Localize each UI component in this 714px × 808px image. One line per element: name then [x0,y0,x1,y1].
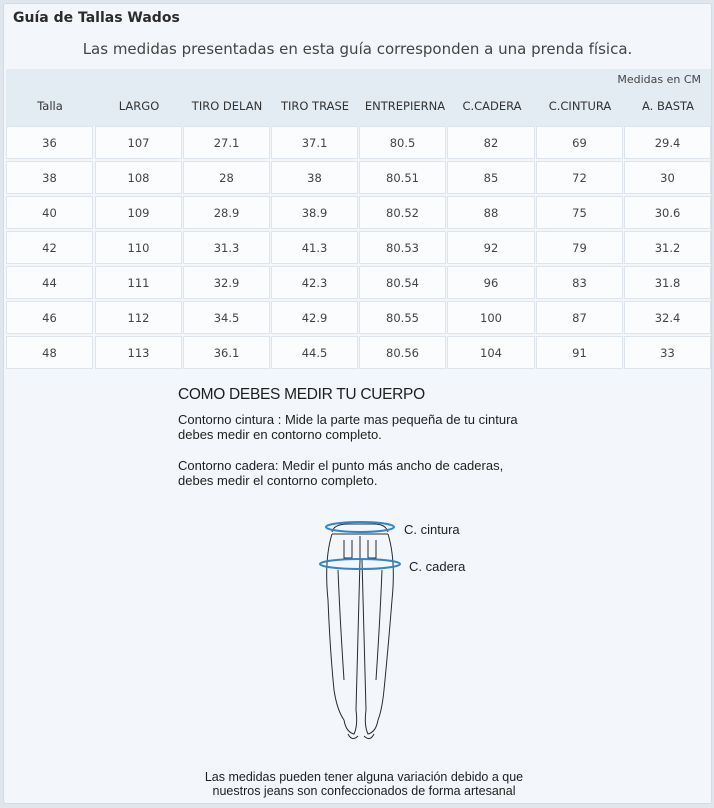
table-cell: 111 [95,266,182,299]
table-cell: 92 [447,231,535,264]
jeans-figure-illustration [304,510,424,750]
size-guide-panel [3,3,712,804]
table-row [6,126,711,161]
table-cell: 80.53 [359,231,446,264]
table-cell: 42 [6,231,93,264]
table-cell: 36 [6,126,93,159]
table-row [6,336,711,371]
table-cell: 31.3 [183,231,270,264]
table-row [6,266,711,301]
table-cell: 108 [95,161,182,194]
table-cell: 28 [183,161,270,194]
table-cell: 85 [447,161,535,194]
table-cell: 110 [95,231,182,264]
table-cell: 38.9 [271,196,358,229]
table-cell: 91 [536,336,623,369]
table-cell: 80.56 [359,336,446,369]
hip-figure-label: C. cadera [409,559,466,574]
table-cell: 80.52 [359,196,446,229]
table-cell: 31.2 [624,231,711,264]
table-cell: 27.1 [183,126,270,159]
table-cell: 96 [447,266,535,299]
table-cell: 75 [536,196,623,229]
measurement-guide [4,372,711,802]
table-cell: 42.3 [271,266,358,299]
table-cell: 42.9 [271,301,358,334]
table-row [6,196,711,231]
table-row [6,231,711,266]
waist-instruction [178,412,558,442]
waist-instruction-line: debes medir en contorno completo. [178,427,382,442]
table-header [6,69,711,126]
hip-instruction-line: Contorno cadera: Medir el punto más ancho de caderas, [178,458,504,473]
table-cell: 69 [536,126,623,159]
table-cell: 46 [6,301,93,334]
variation-note-line: Las medidas pueden tener alguna variación debido a que [204,770,524,784]
table-cell: 87 [536,301,623,334]
table-row [6,301,711,336]
table-cell: 112 [95,301,182,334]
table-cell: 72 [536,161,623,194]
table-cell: 31.8 [624,266,711,299]
table-cell: 79 [536,231,623,264]
column-header-talla: Talla [37,99,63,113]
table-cell: 80.5 [359,126,446,159]
waist-instruction-line: Contorno cintura : Mide la parte mas pequeña de tu cintura [178,412,518,427]
table-cell: 41.3 [271,231,358,264]
size-guide-title: Guía de Tallas Wados [13,10,180,26]
table-cell: 113 [95,336,182,369]
table-cell: 29.4 [624,126,711,159]
column-header-c-cintura: C.CINTURA [548,99,612,113]
table-cell: 88 [447,196,535,229]
variation-note-line: nuestros jeans son confeccionados de forma artesanal [212,784,516,798]
table-cell: 38 [271,161,358,194]
table-row [6,161,711,196]
table-cell: 34.5 [183,301,270,334]
units-note: Medidas en CM [617,73,701,86]
table-cell: 109 [95,196,182,229]
column-header-c-cadera: C.CADERA [462,99,522,113]
column-header-a-basta: A. BASTA [641,99,695,113]
hip-instruction [178,458,558,488]
table-cell: 30.6 [624,196,711,229]
table-cell: 36.1 [183,336,270,369]
table-cell: 48 [6,336,93,369]
table-cell: 40 [6,196,93,229]
column-header-tiro-delan: TIRO DELAN [191,99,263,113]
table-cell: 104 [447,336,535,369]
table-cell: 30 [624,161,711,194]
table-cell: 83 [536,266,623,299]
table-cell: 38 [6,161,93,194]
table-cell: 28.9 [183,196,270,229]
table-cell: 107 [95,126,182,159]
column-header-entrepierna: ENTREPIERNA [364,99,446,113]
table-cell: 80.51 [359,161,446,194]
table-cell: 37.1 [271,126,358,159]
variation-note [4,770,712,798]
guide-title: COMO DEBES MEDIR TU CUERPO [178,386,425,403]
table-cell: 44 [6,266,93,299]
size-guide-subtitle: Las medidas presentadas en esta guía corresponden a una prenda física. [82,40,633,58]
table-cell: 32.4 [624,301,711,334]
table-cell: 32.9 [183,266,270,299]
waist-figure-label: C. cintura [404,522,460,537]
column-header-tiro-trase: TIRO TRASE [280,99,350,113]
table-cell: 80.54 [359,266,446,299]
table-cell: 82 [447,126,535,159]
table-cell: 44.5 [271,336,358,369]
table-body [6,126,711,371]
hip-instruction-line: debes medir el contorno completo. [178,473,378,488]
column-header-largo: LARGO [118,99,160,113]
table-cell: 80.55 [359,301,446,334]
table-cell: 33 [624,336,711,369]
table-cell: 100 [447,301,535,334]
